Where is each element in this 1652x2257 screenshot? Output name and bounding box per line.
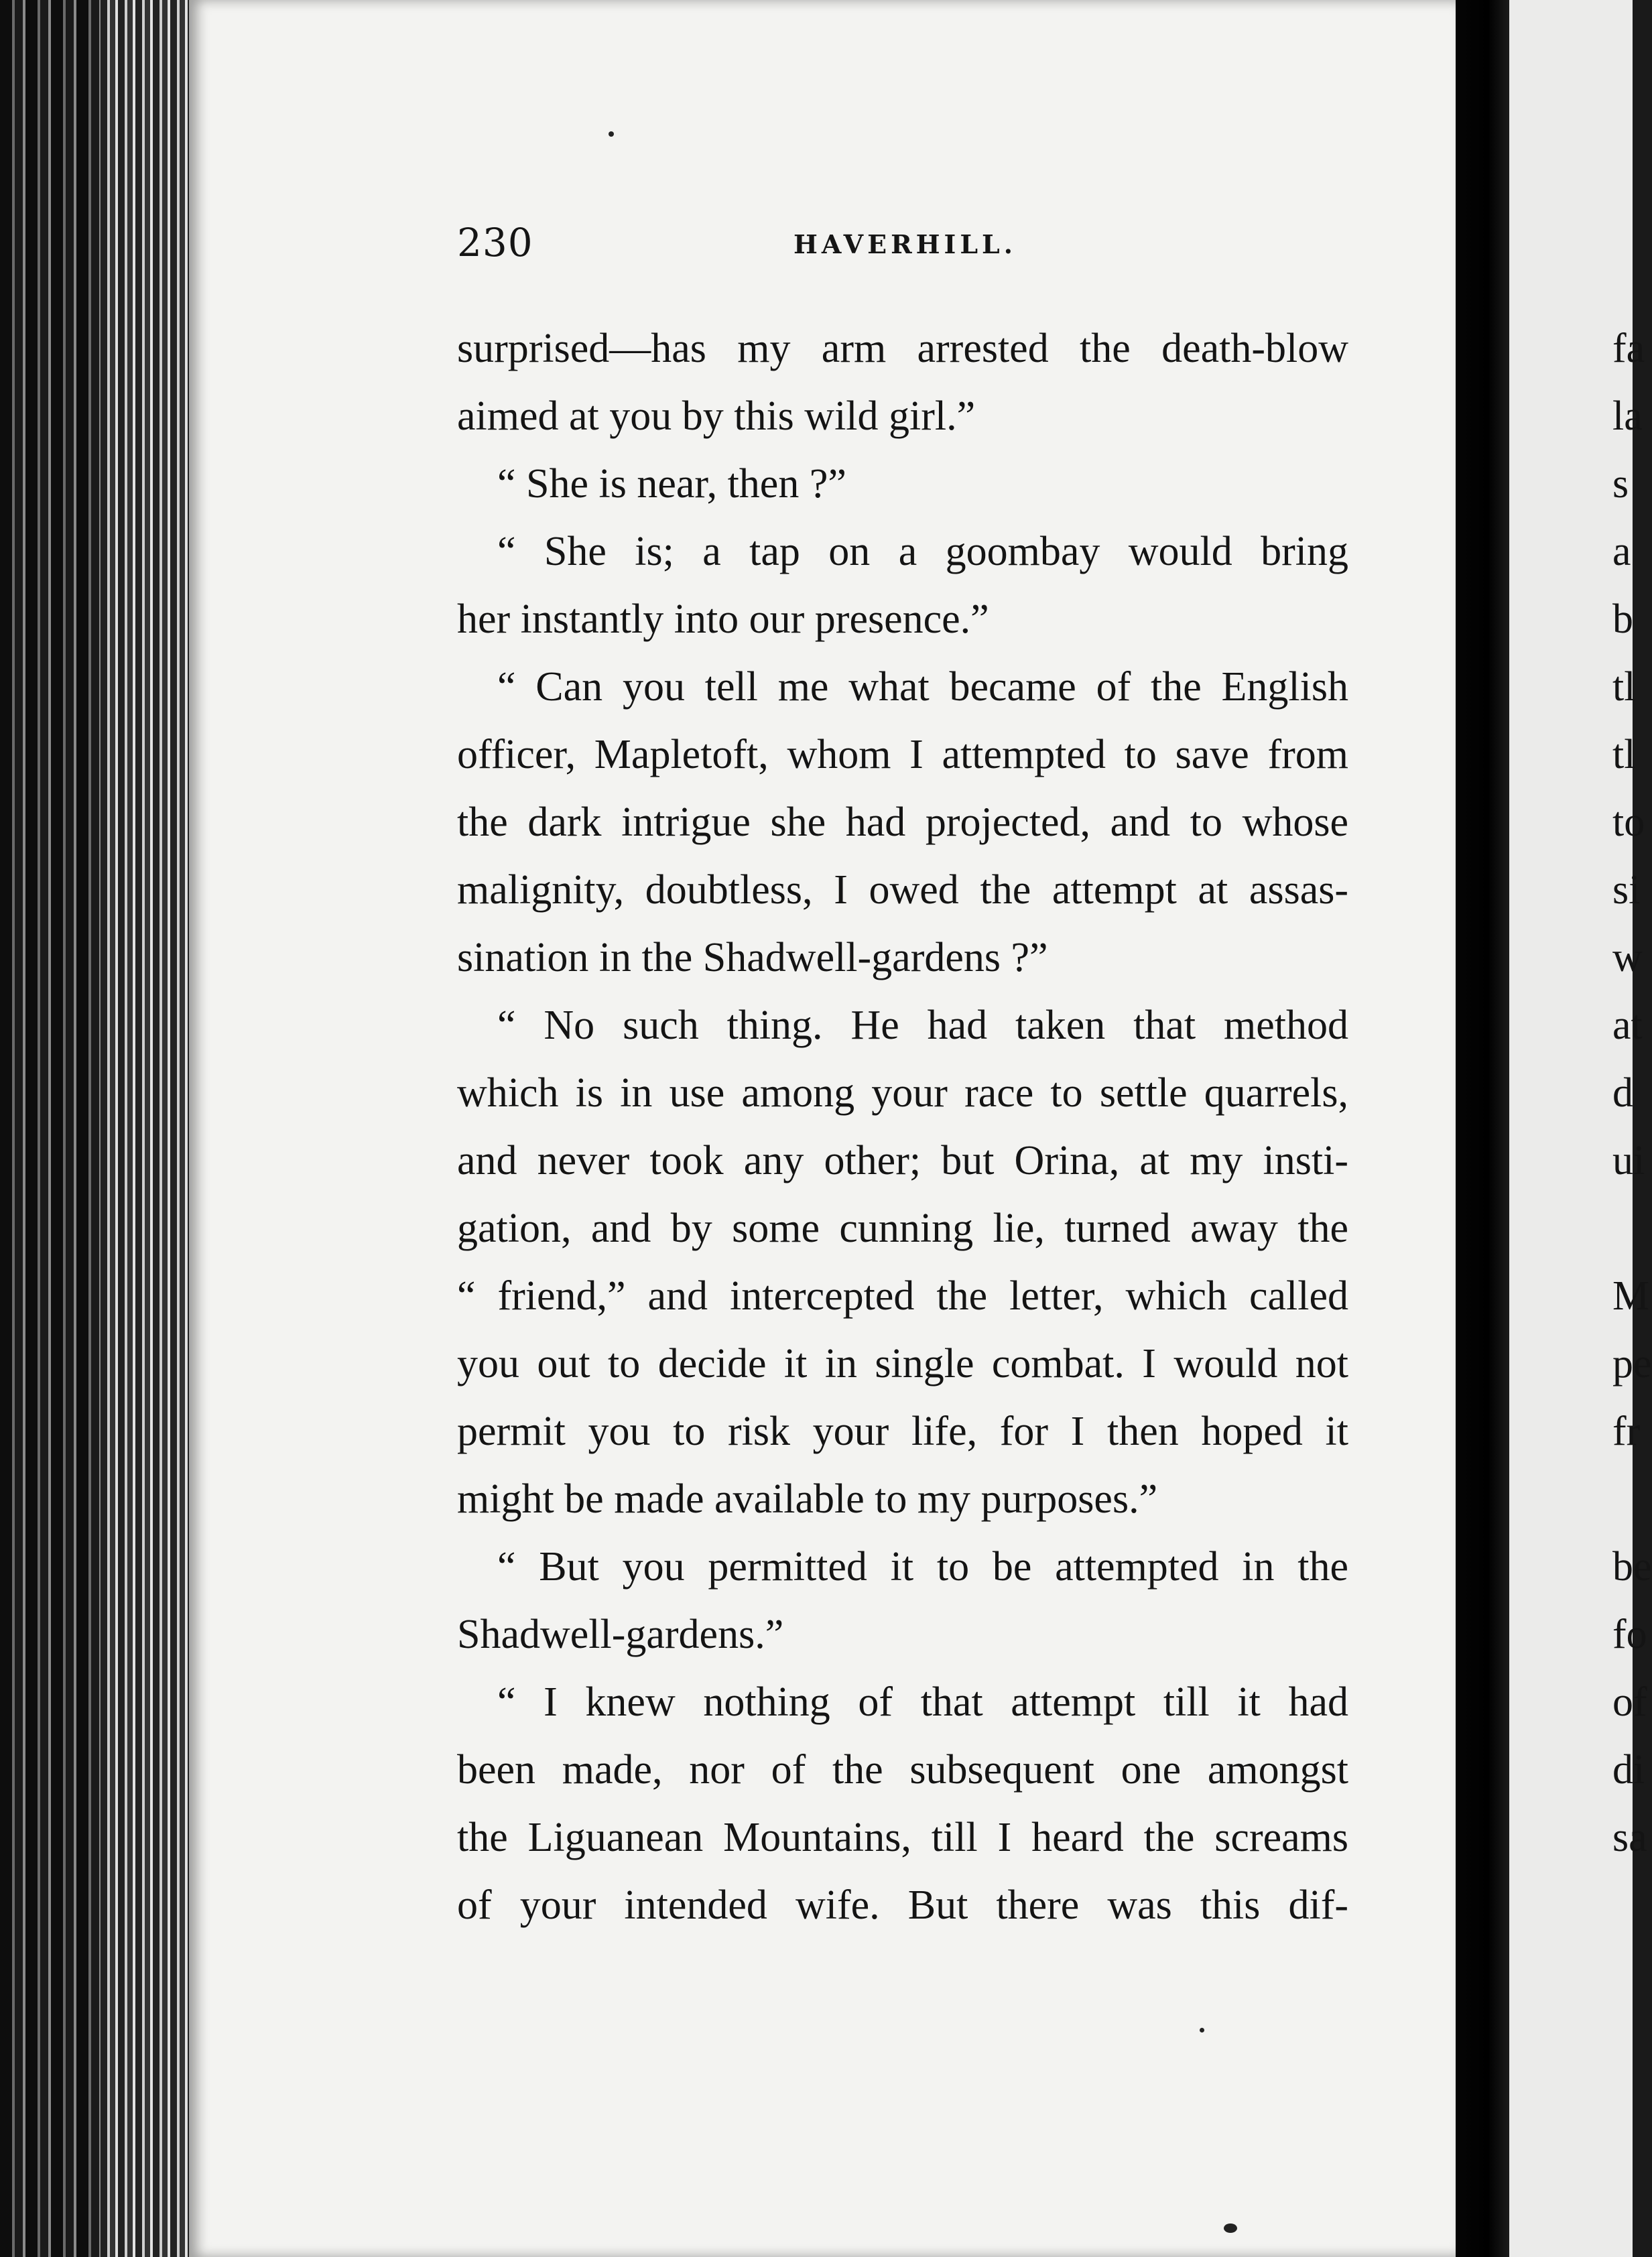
text-line: “ I knew nothing of that attempt till it had — [497, 1679, 1348, 1725]
text-line: her instantly into our presence.” — [457, 596, 989, 642]
text-line: “ friend,” and intercepted the letter, which called — [457, 1273, 1348, 1319]
text-line: which is in use among your race to settle quarrels, — [457, 1070, 1348, 1116]
page-edges-inner — [101, 0, 194, 2257]
facing-page-fragment: pe — [1612, 1341, 1652, 1387]
page-number: 230 — [457, 220, 533, 265]
text-line: malignity, doubtless, I owed the attempt at assas- — [457, 867, 1348, 913]
facing-page-fragment: fa — [1612, 326, 1645, 371]
facing-page-fragment: d — [1612, 1070, 1633, 1116]
text-line: “ But you permitted it to be attempted in the — [497, 1544, 1348, 1590]
text-line: gation, and by some cunning lie, turned away the — [457, 1206, 1348, 1251]
facing-page-fragment: at — [1612, 1003, 1643, 1048]
facing-page-fragment: la — [1612, 393, 1643, 439]
facing-page-fragment: M — [1612, 1273, 1650, 1319]
facing-page-fragment: tl — [1612, 664, 1636, 710]
facing-page-fragment — [1612, 1466, 1633, 1533]
text-line: “ She is; a tap on a goombay would bring — [497, 529, 1348, 574]
facing-page-fragment: be — [1612, 1544, 1652, 1590]
text-line: the Liguanean Mountains, till I heard the screams — [457, 1815, 1348, 1860]
facing-page-fragment: b — [1612, 596, 1633, 642]
running-head — [457, 220, 1348, 273]
running-title: HAVERHILL. — [793, 229, 1017, 259]
text-line: you out to decide it in single combat. I would not — [457, 1341, 1348, 1387]
facing-page-fragment: w — [1612, 935, 1643, 980]
text-line: been made, nor of the subsequent one amongst — [457, 1747, 1348, 1793]
facing-page-fragment: of — [1612, 1679, 1647, 1725]
text-line: the dark intrigue she had projected, and to whose — [457, 799, 1348, 845]
text-line: aimed at you by this wild girl.” — [457, 393, 976, 439]
facing-page-fragment: fo — [1612, 1612, 1647, 1657]
ink-speck — [609, 131, 614, 137]
ink-speck — [1224, 2223, 1237, 2233]
facing-page-fragment: sa — [1612, 1815, 1647, 1860]
facing-page-fragment: fr — [1612, 1409, 1641, 1454]
facing-page-fragment: tl — [1612, 732, 1636, 777]
text-line: might be made available to my purposes.” — [457, 1476, 1158, 1522]
page-edges — [0, 0, 194, 2257]
facing-page-fragment: si — [1612, 867, 1641, 913]
book-gutter — [1456, 0, 1509, 2257]
facing-page-fragment: a — [1612, 529, 1631, 574]
facing-page-fragment — [1612, 1195, 1633, 1263]
text-line: of your intended wife. But there was this dif- — [457, 1882, 1348, 1928]
ink-speck — [1200, 2028, 1204, 2033]
text-line: sination in the Shadwell-gardens ?” — [457, 935, 1048, 980]
text-line: Shadwell-gardens.” — [457, 1612, 784, 1657]
facing-page-fragments — [1612, 315, 1652, 1872]
facing-page-fragment: di — [1612, 1747, 1645, 1793]
facing-page-fragment: s — [1612, 461, 1629, 507]
facing-page-fragment: to — [1612, 799, 1645, 845]
text-line: officer, Mapletoft, whom I attempted to save from — [457, 732, 1348, 777]
text-line: “ No such thing. He had taken that method — [497, 1003, 1348, 1048]
text-line: “ Can you tell me what became of the English — [497, 664, 1348, 710]
body-text — [457, 315, 1348, 1939]
facing-page-fragment: ui — [1612, 1138, 1645, 1183]
text-line: “ She is near, then ?” — [497, 461, 846, 507]
text-line: permit you to risk your life, for I then hoped it — [457, 1409, 1348, 1454]
text-line: and never took any other; but Orina, at my insti- — [457, 1138, 1348, 1183]
text-line: surprised—has my arm arrested the death-blow — [457, 326, 1348, 371]
